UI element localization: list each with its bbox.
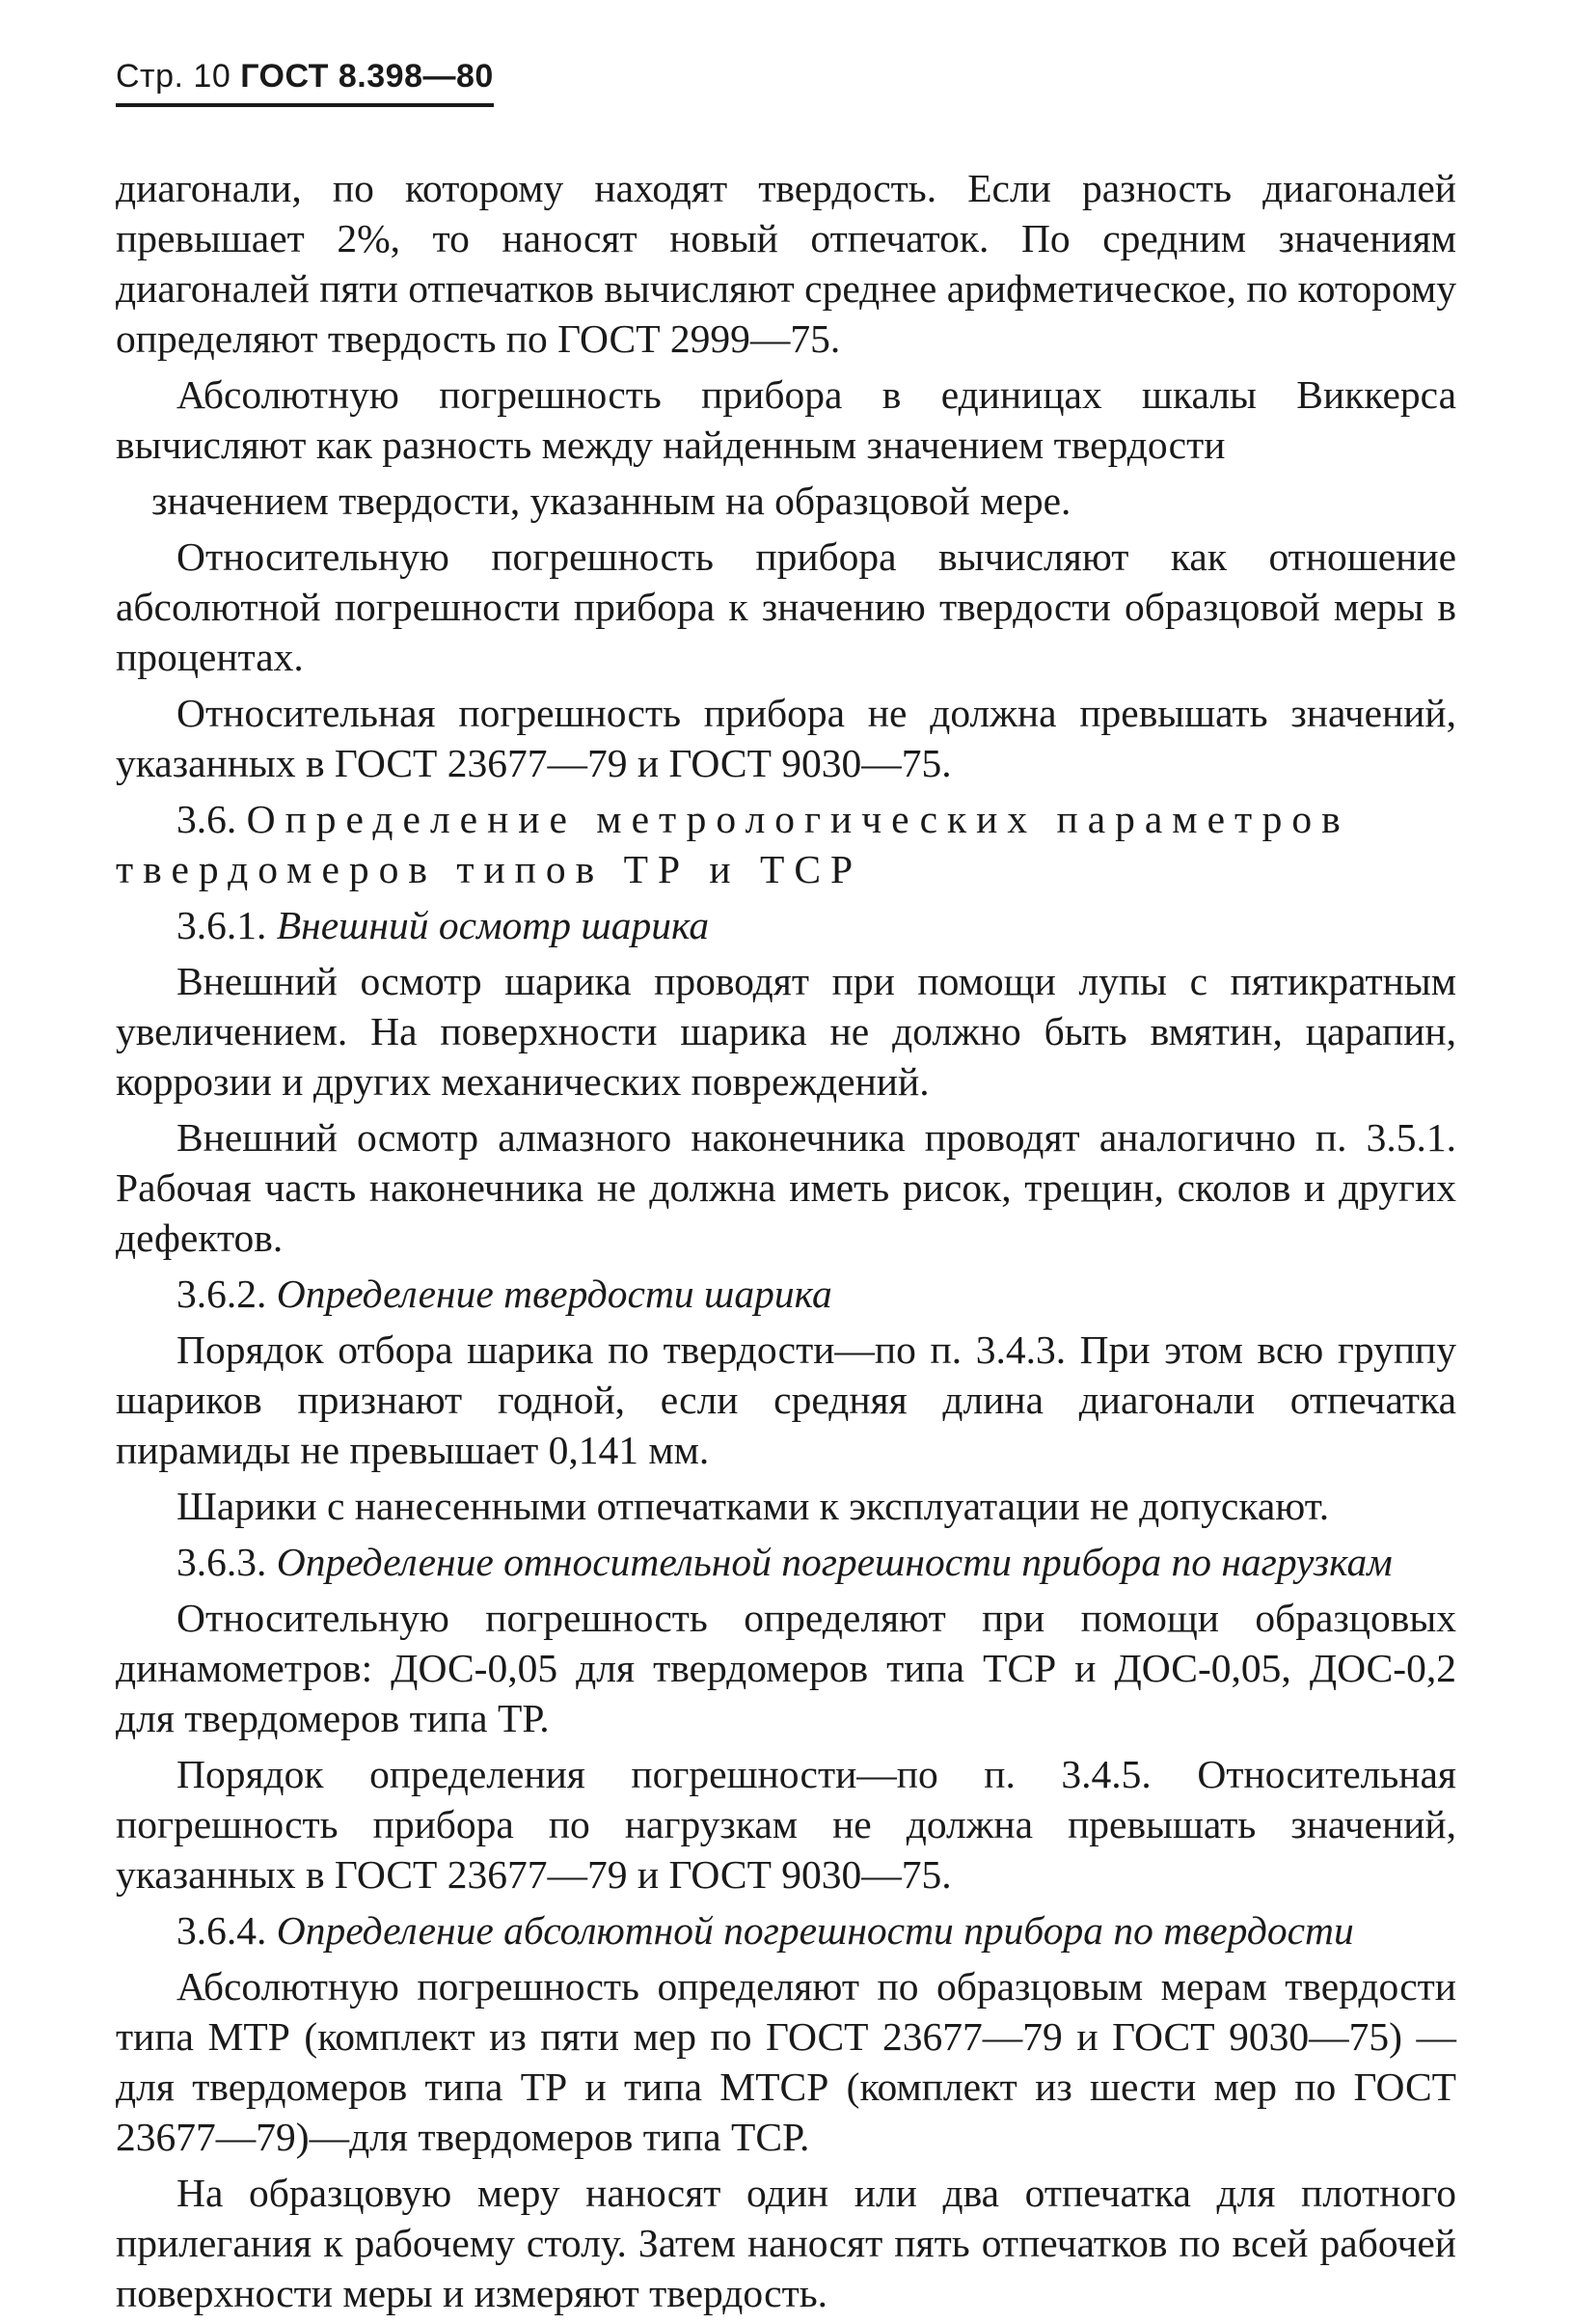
subsection-heading-3-6-2 [116, 1269, 1456, 1319]
paragraph-absolute-error: Абсолютную погрешность прибора в единицах шкалы Виккерса вычисляют как разность между найденным значением твердости [116, 372, 1456, 467]
subsection-title: Определение относительной погрешности прибора по нагрузкам [276, 1540, 1393, 1584]
subsection-number: 3.6.4. [176, 1908, 277, 1953]
paragraph-reference-measures: Абсолютную погрешность определяют по образцовым мерам твердости типа МТР (комплект из пяти мер по ГОСТ 23677—79 и ГОСТ 9030—75) —для твердомеров типа ТР и типа МТСР (комплект из шести мер по ГОСТ 23677—79)—для твердомеров типа ТСР. [116, 1964, 1456, 2159]
subsection-title: Внешний осмотр шарика [276, 903, 710, 947]
paragraph-diamond-inspection: Внешний осмотр алмазного наконечника проводят аналогично п. 3.5.1. Рабочая часть наконечника не должна иметь рисок, трещин, сколов и других дефектов. [116, 1115, 1456, 1260]
section-number: 3.6. [176, 797, 247, 841]
paragraph-ball-exclusion: Шарики с нанесенными отпечатками к эксплуатации не допускают. [176, 1484, 1330, 1528]
section-heading-3-6 [116, 794, 1456, 894]
document-body [116, 163, 1456, 2318]
document-page [116, 58, 1456, 2324]
subsection-heading-3-6-3 [116, 1537, 1456, 1587]
paragraph-ball-inspection: Внешний осмотр шарика проводят при помощи лупы с пятикратным увеличением. На поверхности шарика не должно быть вмятин, царапин, коррозии и других механических повреждений. [116, 959, 1456, 1104]
subsection-title: Определение абсолютной погрешности прибора по твердости [276, 1908, 1354, 1953]
subsection-title: Определение твердости шарика [276, 1271, 832, 1316]
subsection-number: 3.6.2. [176, 1271, 277, 1316]
paragraph-absolute-error-cont: значением твердости, указанным на образцовой мере. [151, 478, 1071, 523]
page-number-label: Стр. 10 [116, 58, 231, 95]
paragraph-indentations: На образцовую меру наносят один или два отпечатка для плотного прилегания к рабочему столу. Затем наносят пять отпечатков по всей рабочей поверхности меры и измеряют твердость. [116, 2171, 1456, 2315]
subsection-heading-3-6-4 [116, 1905, 1456, 1955]
paragraph-continuation: диагонали, по которому находят твердость. Если разность диагоналей превышает 2%, то наносят новый отпечаток. По средним значениям диагоналей пяти отпечатков вычисляют среднее арифметическое, по которому определяют твердость по ГОСТ 2999—75. [116, 166, 1456, 361]
subsection-number: 3.6.1. [176, 903, 277, 947]
paragraph-relative-error: Относительную погрешность прибора вычисляют как отношение абсолютной погрешности прибора к значению твердости образцовой меры в процентах. [116, 534, 1456, 679]
paragraph-load-error-order: Порядок определения погрешности—по п. 3.4.5. Относительная погрешность прибора по нагрузкам не должна превышать значений, указанных в ГОСТ 23677—79 и ГОСТ 9030—75. [116, 1752, 1456, 1897]
section-title: Определение метрологических параметров твердомеров типов ТР и ТСР [116, 797, 1350, 891]
running-header [116, 58, 494, 107]
standard-number: ГОСТ 8.398—80 [240, 58, 494, 95]
subsection-number: 3.6.3. [176, 1540, 277, 1584]
paragraph-relative-error-limit: Относительная погрешность прибора не должна превышать значений, указанных в ГОСТ 23677—79 и ГОСТ 9030—75. [116, 691, 1456, 785]
paragraph-dynamometers: Относительную погрешность определяют при помощи образцовых динамометров: ДОС-0,05 для твердомеров типа ТСР и ДОС-0,05, ДОС-0,2 для твердомеров типа ТР. [116, 1596, 1456, 1740]
paragraph-ball-selection: Порядок отбора шарика по твердости—по п. 3.4.3. При этом всю группу шариков признают годной, если средняя длина диагонали отпечатка пирамиды не превышает 0,141 мм. [116, 1327, 1456, 1472]
subsection-heading-3-6-1 [116, 900, 1456, 950]
